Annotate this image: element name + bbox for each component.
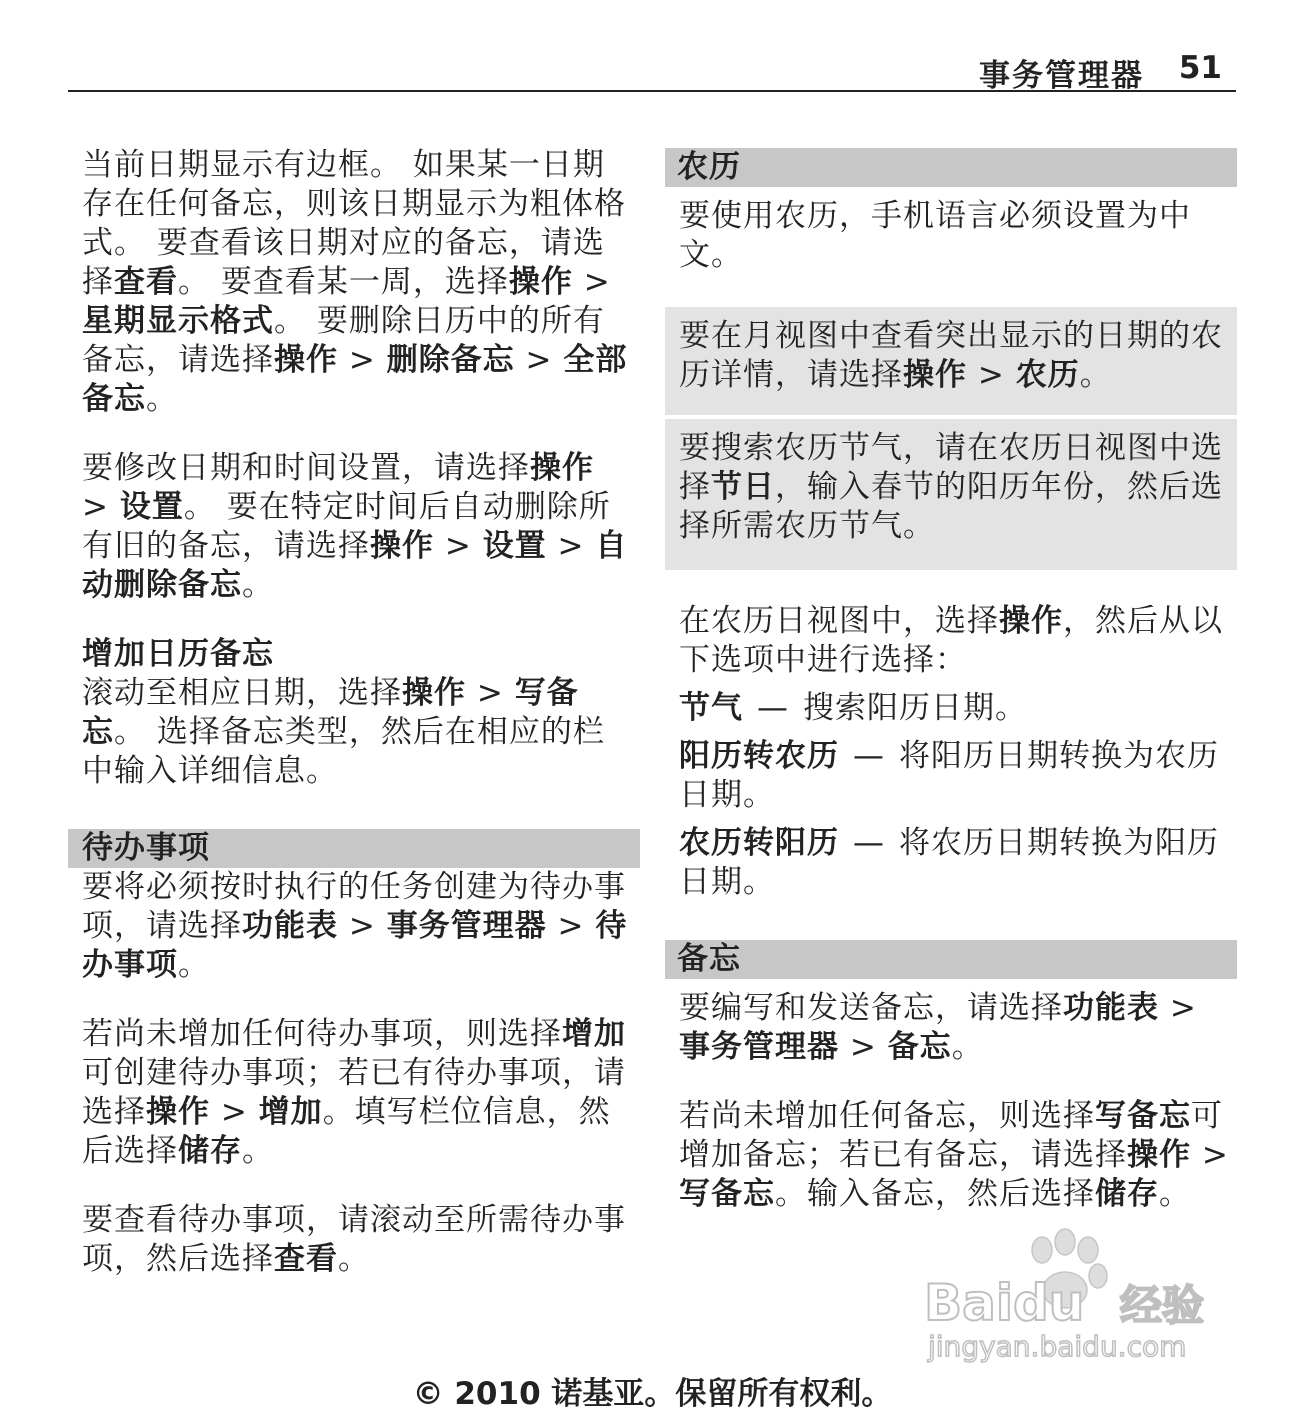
bold-term: 操作 [999, 603, 1063, 639]
bold-term: 储存 [1095, 1176, 1159, 1212]
lunar-note-2-text [679, 429, 1229, 546]
memo-paragraph-2 [665, 1097, 1237, 1214]
separator: > [466, 675, 515, 711]
bold-term: 备忘 [887, 1029, 952, 1065]
option-item [665, 737, 1237, 815]
page-number: 51 [1178, 50, 1222, 86]
bold-term: 事务管理器 [386, 908, 547, 944]
option-name: 节气 [679, 690, 743, 726]
separator: > [546, 908, 596, 944]
copyright-footer: © 2010 诺基亚。保留所有权利。 [412, 1376, 893, 1412]
lunar-section-heading: 农历 [665, 148, 1237, 187]
separator: > [1191, 1137, 1229, 1173]
watermark-label: 经验 [1120, 1281, 1205, 1330]
text: 可增加备忘；若已有备忘，请选择 [679, 1098, 1223, 1173]
add-calendar-note-paragraph [82, 674, 630, 791]
text: 若尚未增加任何待办事项，则选择 [82, 1016, 562, 1052]
bold-term: 节日 [711, 469, 775, 505]
option-name: 农历转阳历 [679, 825, 839, 861]
bold-term: 自动删除备忘 [82, 528, 628, 603]
bold-term: 操作 [146, 1094, 210, 1130]
option-description: 将农历日期转换为阳历日期。 [679, 825, 1219, 900]
separator: > [572, 264, 611, 300]
dash: — [853, 738, 885, 774]
bold-term: 农历 [1015, 357, 1080, 393]
bold-term: 待办事项 [82, 908, 628, 983]
separator: > [434, 528, 483, 564]
lunar-note-1-text [679, 317, 1229, 395]
todo-paragraph-3 [82, 1201, 630, 1279]
text: 在农历日视图中，选择 [679, 603, 999, 639]
bold-term: 查看 [274, 1241, 338, 1277]
bold-term: 写备忘 [82, 675, 579, 750]
text: 要查看待办事项，请滚动至所需待办事项，然后选择 [82, 1202, 626, 1277]
text: 。 要删除日历中的所有备忘，请选择 [82, 303, 605, 378]
left-column [82, 146, 630, 1309]
dash: — [853, 825, 885, 861]
text: 若尚未增加任何备忘，则选择 [679, 1098, 1095, 1134]
bold-term: 事务管理器 [679, 1029, 839, 1065]
text: ，然后从以下选项中进行选择： [679, 603, 1223, 678]
separator: > [82, 489, 120, 525]
bold-term: 增加 [258, 1094, 323, 1130]
bold-term: 增加 [562, 1016, 626, 1052]
text: 。 [242, 567, 274, 603]
text: 。输入备忘，然后选择 [775, 1176, 1095, 1212]
bold-term: 操作 [402, 675, 466, 711]
text: 要将必须按时执行的任务创建为待办事项，请选择 [82, 869, 626, 944]
watermark-brand: Baidu [924, 1274, 1085, 1332]
watermark-url: jingyan.baidu.com [928, 1330, 1187, 1363]
text: 要搜索农历节气，请在农历日视图中选择 [679, 430, 1223, 505]
separator: > [338, 342, 387, 378]
bold-term: 操作 [530, 450, 594, 486]
add-calendar-note-heading: 增加日历备忘 [82, 636, 274, 672]
separator: > [514, 342, 564, 378]
text: ，输入春节的阳历年份，然后选择所需农历节气。 [679, 469, 1223, 544]
text: 要修改日期和时间设置，请选择 [82, 450, 530, 486]
text: 当前日期显示有边框。 如果某一日期存在任何备忘，则该日期显示为粗体格式。 要查看该日期对应的备忘，请选择 [82, 147, 626, 300]
text: 。 [951, 1029, 984, 1065]
bold-term: 操作 [1127, 1137, 1191, 1173]
bold-term: 操作 [274, 342, 338, 378]
bold-term: 设置 [482, 528, 547, 564]
bold-term: 操作 [508, 264, 573, 300]
right-column [665, 148, 1237, 1244]
header-title: 事务管理器 [979, 58, 1144, 94]
bold-term: 全部备忘 [82, 342, 628, 417]
text: 可创建待办事项；若已有待办事项，请选择 [82, 1055, 626, 1130]
text: 。 [1079, 357, 1112, 393]
text: 。 [178, 947, 210, 983]
bold-term: 设置 [119, 489, 184, 525]
text: 。 [338, 1241, 370, 1277]
text: 。 [242, 1133, 274, 1169]
text: 。 [1159, 1176, 1191, 1212]
separator: > [338, 908, 387, 944]
option-description: 将阳历日期转换为农历日期。 [679, 738, 1219, 813]
separator: > [839, 1029, 888, 1065]
separator: > [1159, 990, 1197, 1026]
lunar-paragraph-2 [665, 602, 1237, 680]
todo-paragraph-2 [82, 1015, 630, 1171]
bold-term: 功能表 [1063, 990, 1159, 1026]
option-item [665, 824, 1237, 902]
text: 。 要在特定时间后自动删除所有旧的备忘，请选择 [82, 489, 611, 564]
bold-term: 星期显示格式 [82, 303, 274, 339]
bold-term: 操作 [370, 528, 434, 564]
lunar-note-2 [665, 419, 1237, 570]
memo-section-heading: 备忘 [665, 940, 1237, 979]
separator: > [210, 1094, 259, 1130]
baidu-watermark [920, 1228, 1230, 1368]
page-header [68, 46, 1236, 92]
lunar-paragraph-1: 要使用农历，手机语言必须设置为中文。 [679, 198, 1191, 273]
bold-term: 操作 [903, 357, 967, 393]
dash: — [757, 690, 789, 726]
bold-term: 储存 [178, 1133, 242, 1169]
text: 。填写栏位信息，然后选择 [82, 1094, 611, 1169]
bold-term: 写备忘 [679, 1176, 775, 1212]
separator: > [546, 528, 596, 564]
option-item [665, 689, 1237, 728]
text: 要编写和发送备忘，请选择 [679, 990, 1063, 1026]
text: 。 要查看某一周，选择 [178, 264, 509, 300]
text: 。 选择备忘类型，然后在相应的栏中输入详细信息。 [82, 714, 605, 789]
calendar-paragraph-1 [82, 146, 630, 419]
todo-section-heading: 待办事项 [68, 829, 640, 868]
memo-paragraph-1 [665, 989, 1237, 1067]
todo-paragraph-1 [82, 868, 630, 985]
bold-term: 查看 [114, 264, 178, 300]
bold-term: 删除备忘 [386, 342, 515, 378]
calendar-paragraph-2 [82, 449, 630, 605]
separator: > [967, 357, 1016, 393]
bold-term: 功能表 [242, 908, 338, 944]
option-description: 搜索阳历日期。 [803, 690, 1027, 726]
text: 滚动至相应日期，选择 [82, 675, 402, 711]
paw-icon [920, 1228, 1230, 1368]
lunar-note-1 [665, 307, 1237, 415]
option-name: 阳历转农历 [679, 738, 839, 774]
bold-term: 写备忘 [1095, 1098, 1191, 1134]
text: 要在月视图中查看突出显示的日期的农历详情，请选择 [679, 318, 1223, 393]
text: 。 [146, 381, 178, 417]
